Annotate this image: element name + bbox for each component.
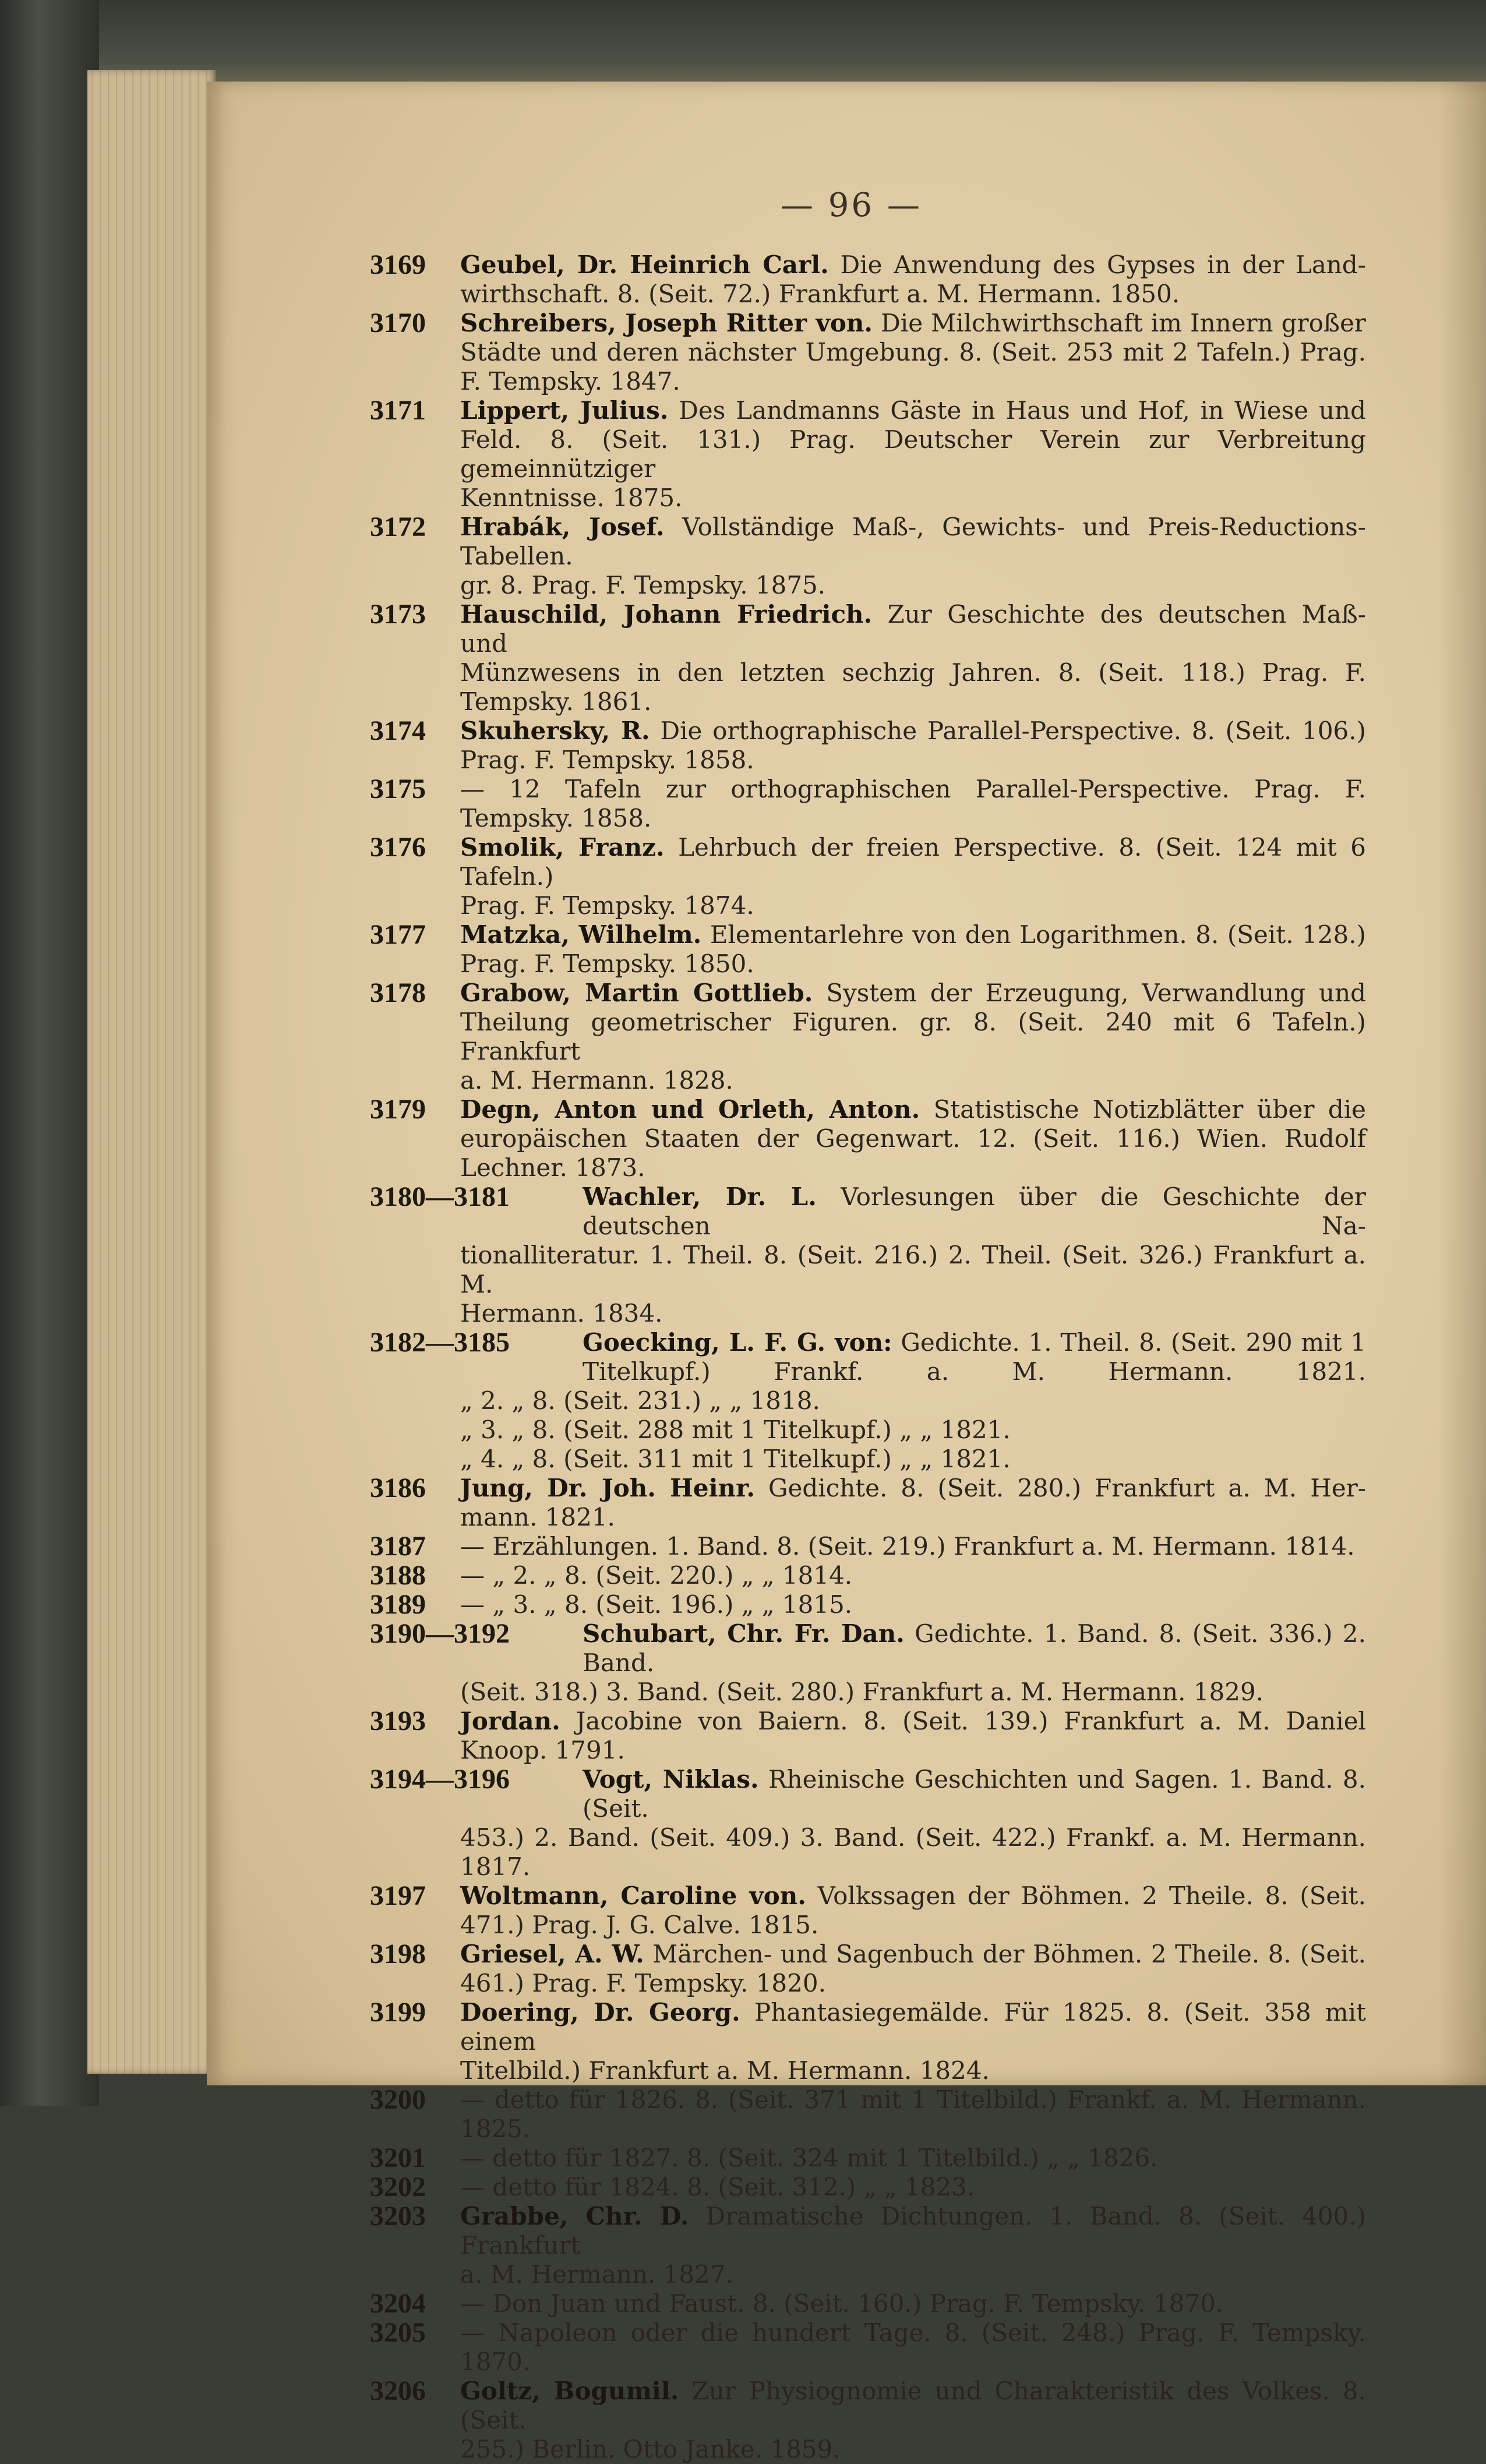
entry-line [460,425,1366,483]
entry-author: Jung, Dr. Joh. Heinr. [460,1474,755,1502]
entry-text: Zur Geschichte des deutschen Maß- und [460,600,1366,658]
entry-line [460,2289,1366,2318]
entry-number: 3178 [370,977,426,1008]
entry-text: — 12 Tafeln zur orthographischen Parallel-Perspective. Prag. F. Tempsky. 1858. [460,775,1366,832]
entry-line [460,1124,1366,1182]
entry-text: — detto für 1827. 8. (Seit. 324 mit 1 Titelbild.) „ „ 1826. [460,2144,1158,2172]
catalog-entry [370,2375,1366,2464]
catalog-entry [370,1327,1366,1474]
entry-number: 3180—3181 [370,1181,510,1212]
entry-author: Degn, Anton und Orleth, Anton. [460,1095,920,1124]
entry-line [460,600,1366,658]
entry-text: Lehrbuch der freien Perspective. 8. (Seit. 124 mit 6 Tafeln.) [460,833,1366,891]
entry-line [460,2435,1366,2464]
entry-number: 3177 [370,919,426,950]
entry-author: Schubart, Chr. Fr. Dan. [583,1619,905,1648]
entry-text: 471.) Prag. J. G. Calve. 1815. [460,1911,819,1939]
entry-line [460,338,1366,367]
entry-line [460,309,1366,338]
entry-text: 255.) Berlin. Otto Janke. 1859. [460,2435,841,2463]
entry-number: 3198 [370,1939,426,1969]
entry-number: 3200 [370,2084,426,2115]
entry-author: Smolik, Franz. [460,833,665,862]
entry-line [460,280,1366,309]
entry-number: 3171 [370,395,426,426]
entry-line [460,1998,1366,2056]
entry-line [460,1241,1366,1299]
entry-number: 3170 [370,308,426,338]
catalog-entry [370,2142,1366,2173]
entry-number: 3172 [370,511,426,542]
entry-text: 461.) Prag. F. Tempsky. 1820. [460,1969,826,1997]
entry-text: Feld. 8. (Seit. 131.) Prag. Deutscher Verein zur Verbreitung gemeinnütziger [460,425,1366,483]
entry-text: Die Anwendung des Gypses in der Land- [840,250,1366,279]
entry-number: 3205 [370,2317,426,2348]
entry-number: 3202 [370,2172,426,2202]
entry-text: Vorlesungen über die Geschichte der deutschen Na- [583,1182,1366,1240]
entry-line [460,1532,1366,1561]
entry-text: (Seit. 318.) 3. Band. (Seit. 280.) Frankfurt a. M. Hermann. 1829. [460,1678,1264,1706]
entry-author: Matzka, Wilhelm. [460,920,702,949]
entry-line [460,1474,1366,1503]
entry-text: Des Landmanns Gäste in Haus und Hof, in Wiese und [679,396,1366,425]
entry-author: Grabbe, Chr. D. [460,2202,689,2230]
entry-line [460,775,1366,833]
entry-text: Dramatische Dichtungen. 1. Band. 8. (Seit. 400.) Frankfurt [460,2202,1366,2260]
entry-text: Titelbild.) Frankfurt a. M. Hermann. 1824. [460,2056,990,2085]
entry-number: 3169 [370,249,426,280]
entry-text: F. Tempsky. 1847. [460,367,680,396]
catalog-entry [370,1997,1366,2085]
entry-line [460,1881,1366,1911]
entry-line [460,1969,1366,1998]
entry-line [460,2202,1366,2260]
entry-text: — „ 2. „ 8. (Seit. 220.) „ „ 1814. [460,1561,853,1590]
entry-author: Hrabák, Josef. [460,513,665,541]
entry-line [460,716,1366,746]
entry-number: 3173 [370,599,426,630]
catalog-entry [370,2317,1366,2377]
catalog-entry [370,715,1366,775]
entry-number: 3206 [370,2375,426,2406]
entry-text: tionalliteratur. 1. Theil. 8. (Seit. 216.) 2. Theil. (Seit. 326.) Frankfurt a. M. [460,1241,1366,1298]
entry-number: 3193 [370,1706,426,1736]
entry-text: Theilung geometrischer Figuren. gr. 8. (Seit. 240 mit 6 Tafeln.) Frankfurt [460,1008,1366,1065]
entry-author: Jordan. [460,1707,560,1735]
entry-text: System der Erzeugung, Verwandlung und [826,979,1367,1007]
entry-text: Die Milchwirthschaft im Innern großer [881,309,1366,337]
catalog-entry [370,1939,1366,1998]
catalog-entry [370,1181,1366,1328]
catalog-entry [370,599,1366,716]
entry-text: Prag. F. Tempsky. 1874. [460,891,754,920]
entry-line [460,1095,1366,1124]
entry-line [460,1590,1366,1619]
entry-text: — „ 3. „ 8. (Seit. 196.) „ „ 1815. [460,1590,853,1619]
catalog-entry [370,511,1366,600]
catalog-entry [370,308,1366,396]
entry-text: Märchen- und Sagenbuch der Böhmen. 2 Theile. 8. (Seit. [652,1940,1366,1968]
entry-author: Lippert, Julius. [460,396,669,425]
entry-number: 3186 [370,1473,426,1503]
entry-text: — detto für 1824. 8. (Seit. 312.) „ „ 1823. [460,2173,975,2201]
page-edges [87,70,216,2074]
entry-line [460,833,1366,891]
catalog-entry [370,2084,1366,2144]
entry-text: Elementarlehre von den Logarithmen. 8. (Seit. 128.) [710,920,1366,949]
entry-text: mann. 1821. [460,1503,615,1531]
catalog-entry [370,832,1366,920]
catalog-entries [370,249,1367,2464]
entry-line [460,891,1366,920]
entry-line [583,1328,1366,1386]
entry-text: Zur Physiognomie und Charakteristik des Volkes. 8. (Seit. [460,2377,1366,2434]
entry-number: 3179 [370,1094,426,1125]
catalog-entry [370,2201,1366,2289]
entry-number: 3182—3185 [370,1327,510,1358]
entry-text: Vollständige Maß-, Gewichts- und Preis-Reductions-Tabellen. [460,513,1366,570]
entry-number: 3199 [370,1997,426,2028]
entry-line [460,1503,1366,1532]
catalog-entry [370,1589,1366,1620]
entry-line [460,1386,1366,1415]
entry-text: Gedichte. 8. (Seit. 280.) Frankfurt a. M. Her- [768,1474,1366,1502]
entry-line [460,949,1366,979]
entry-text: Münzwesens in den letzten sechzig Jahren. 8. (Seit. 118.) Prag. F. Tempsky. 1861. [460,658,1366,716]
entry-author: Vogt, Niklas. [583,1765,759,1794]
entry-line [460,1823,1366,1881]
entry-text: — Napoleon oder die hundert Tage. 8. (Seit. 248.) Prag. F. Tempsky. 1870. [460,2318,1366,2376]
entry-text: wirthschaft. 8. (Seit. 72.) Frankfurt a. M. Hermann. 1850. [460,280,1180,308]
book-cover-top [0,0,1486,87]
entry-author: Schreibers, Joseph Ritter von. [460,309,873,337]
entry-text: Hermann. 1834. [460,1299,663,1328]
catalog-entry [370,2288,1366,2319]
entry-text: Volkssagen der Böhmen. 2 Theile. 8. (Seit. [817,1881,1366,1910]
catalog-entry [370,1560,1366,1591]
catalog-entry [370,1880,1366,1940]
catalog-entry [370,1706,1366,1765]
entry-number: 3188 [370,1560,426,1591]
catalog-entry [370,1094,1366,1182]
entry-line [460,1445,1366,1474]
entry-author: Grabow, Martin Gottlieb. [460,979,813,1007]
entry-text: Gedichte. 1. Band. 8. (Seit. 336.) 2. Band. [583,1619,1367,1677]
entry-line [460,1911,1366,1940]
entry-line [460,1561,1366,1590]
entry-line [460,1940,1366,1969]
entry-text: gr. 8. Prag. F. Tempsky. 1875. [460,571,826,599]
entry-line [583,1619,1366,1678]
entry-text: Knoop. 1791. [460,1736,625,1764]
entry-line [460,2173,1366,2202]
book-cover-spine [0,0,99,2106]
entry-text: Die orthographische Parallel-Perspective. 8. (Seit. 106.) [660,716,1366,745]
entry-text: Statistische Notizblätter über die [933,1095,1366,1124]
entry-line [460,2144,1366,2173]
entry-text: Phantasiegemälde. Für 1825. 8. (Seit. 358 mit einem [460,1998,1366,2056]
entry-text: — Don Juan und Faust. 8. (Seit. 160.) Prag. F. Tempsky. 1870. [460,2289,1224,2318]
entry-text: — Erzählungen. 1. Band. 8. (Seit. 219.) Frankfurt a. M. Hermann. 1814. [460,1532,1355,1561]
entry-line [460,396,1366,425]
entry-text: a. M. Hermann. 1828. [460,1066,733,1095]
catalog-entry [370,395,1366,513]
entry-line [460,2318,1366,2377]
catalog-entry [370,1531,1366,1562]
entry-text: Jacobine von Baiern. 8. (Seit. 139.) Frankfurt a. M. Daniel [576,1707,1366,1735]
entry-line [460,920,1366,949]
entry-line [460,1415,1366,1445]
entry-line [460,1299,1366,1328]
entry-line [460,367,1366,396]
entry-text: Städte und deren nächster Umgebung. 8. (Seit. 253 mit 2 Tafeln.) Prag. [460,338,1366,366]
entry-number: 3174 [370,715,426,746]
entry-line [460,746,1366,775]
entry-author: Woltmann, Caroline von. [460,1881,806,1910]
entry-line [460,250,1366,280]
entry-line [460,513,1366,571]
page-number: — 96 — [781,186,922,224]
entry-text: „ 3. „ 8. (Seit. 288 mit 1 Titelkupf.) „ „ 1821. [460,1415,1011,1444]
entry-text: Kenntnisse. 1875. [460,483,683,512]
entry-text: Prag. F. Tempsky. 1858. [460,746,754,774]
entry-number: 3201 [370,2142,426,2173]
entry-author: Goltz, Bogumil. [460,2377,679,2405]
entry-number: 3197 [370,1880,426,1911]
entry-line [460,2260,1366,2289]
entry-number: 3190—3192 [370,1618,510,1649]
entry-number: 3176 [370,832,426,863]
entry-text: Prag. F. Tempsky. 1850. [460,949,754,978]
entry-line [460,2085,1366,2144]
catalog-entry [370,919,1366,979]
entry-number: 3203 [370,2201,426,2232]
entry-line [460,658,1366,716]
entry-text: Rheinische Geschichten und Sagen. 1. Band. 8. (Seit. [583,1765,1366,1823]
entry-text: „ 4. „ 8. (Seit. 311 mit 1 Titelkupf.) „ „ 1821. [460,1445,1011,1473]
catalog-entry [370,1473,1366,1532]
entry-author: Geubel, Dr. Heinrich Carl. [460,250,829,279]
catalog-entry [370,774,1366,833]
entry-text: a. M. Hermann. 1827. [460,2260,733,2289]
gutter-shadow [1439,82,1486,2085]
entry-number: 3189 [370,1589,426,1620]
entry-line [460,1736,1366,1765]
entry-author: Skuhersky, R. [460,716,650,745]
entry-text: — detto für 1826. 8. (Seit. 371 mit 1 Titelbild.) Frankf. a. M. Hermann. 1825. [460,2085,1366,2143]
entry-number: 3175 [370,774,426,804]
entry-line [460,1678,1366,1707]
catalog-entry [370,249,1366,309]
entry-number: 3204 [370,2288,426,2319]
entry-line [460,483,1366,513]
entry-line [460,979,1366,1008]
entry-author: Hauschild, Johann Friedrich. [460,600,873,629]
entry-line [460,571,1366,600]
catalog-entry [370,2172,1366,2202]
entry-line [460,1066,1366,1095]
entry-author: Doering, Dr. Georg. [460,1998,740,2027]
entry-author: Griesel, A. W. [460,1940,644,1968]
entry-text: Gedichte. 1. Theil. 8. (Seit. 290 mit 1 Titelkupf.) Frankf. a. M. Hermann. 1821. [583,1328,1366,1386]
entry-number: 3194—3196 [370,1764,510,1795]
entry-text: „ 2. „ 8. (Seit. 231.) „ „ 1818. [460,1386,820,1415]
entry-author: Wachler, Dr. L. [583,1182,817,1211]
entry-text: europäischen Staaten der Gegenwart. 12. (Seit. 116.) Wien. Rudolf Lechner. 1873. [460,1124,1366,1182]
entry-line [460,2377,1366,2435]
entry-number: 3187 [370,1531,426,1562]
entry-text: 453.) 2. Band. (Seit. 409.) 3. Band. (Seit. 422.) Frankf. a. M. Hermann. 1817. [460,1823,1366,1881]
entry-line [583,1182,1366,1241]
entry-line [460,2056,1366,2085]
entry-line [460,1008,1366,1066]
entry-line [583,1765,1366,1823]
entry-line [460,1707,1366,1736]
catalog-entry [370,977,1367,1095]
entry-author: Goecking, L. F. G. von: [583,1328,892,1357]
catalog-entry [370,1618,1367,1707]
catalog-entry [370,1764,1366,1881]
